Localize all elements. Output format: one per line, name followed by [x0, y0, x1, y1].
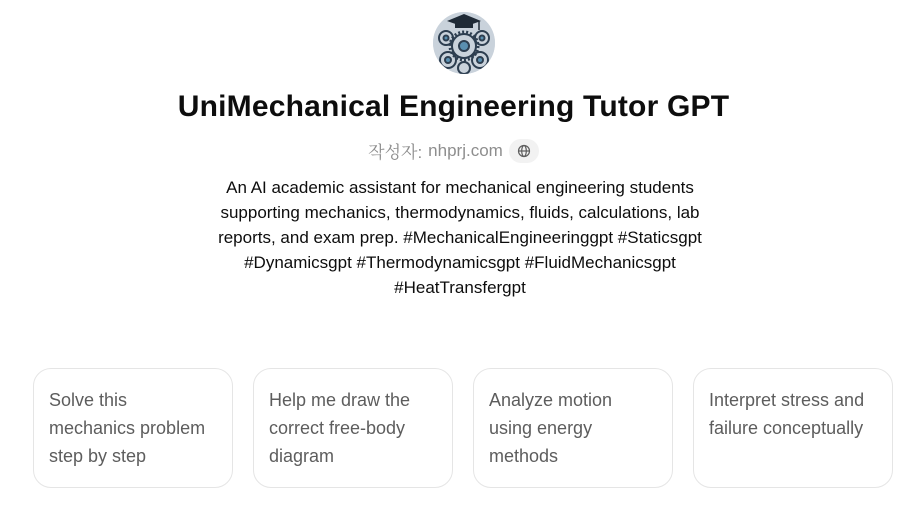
author-domain[interactable]: nhprj.com	[428, 140, 503, 160]
gpt-description: An AI academic assistant for mechanical engineering students supporting mechanics, thermodynamics, fluids, calculations, lab reports, and exam prep. #MechanicalEngineeringgpt #Staticsgpt #Dynamicsgpt #Thermodynamicsgpt #FluidMechanicsgpt #HeatTransfergpt	[218, 178, 702, 297]
starter-card[interactable]: Help me draw the correct free-body diagram	[253, 368, 453, 488]
starter-card[interactable]: Interpret stress and failure conceptually	[693, 368, 893, 488]
starter-card[interactable]: Analyze motion using energy methods	[473, 368, 673, 488]
gpt-avatar	[433, 12, 495, 74]
globe-icon[interactable]	[509, 139, 539, 163]
author-prefix: 작성자:	[368, 143, 423, 162]
gpt-title: UniMechanical Engineering Tutor GPT	[177, 90, 730, 123]
gears-avatar-icon	[433, 12, 495, 74]
starter-card[interactable]: Solve this mechanics problem step by step	[33, 368, 233, 488]
author-line	[0, 138, 907, 163]
